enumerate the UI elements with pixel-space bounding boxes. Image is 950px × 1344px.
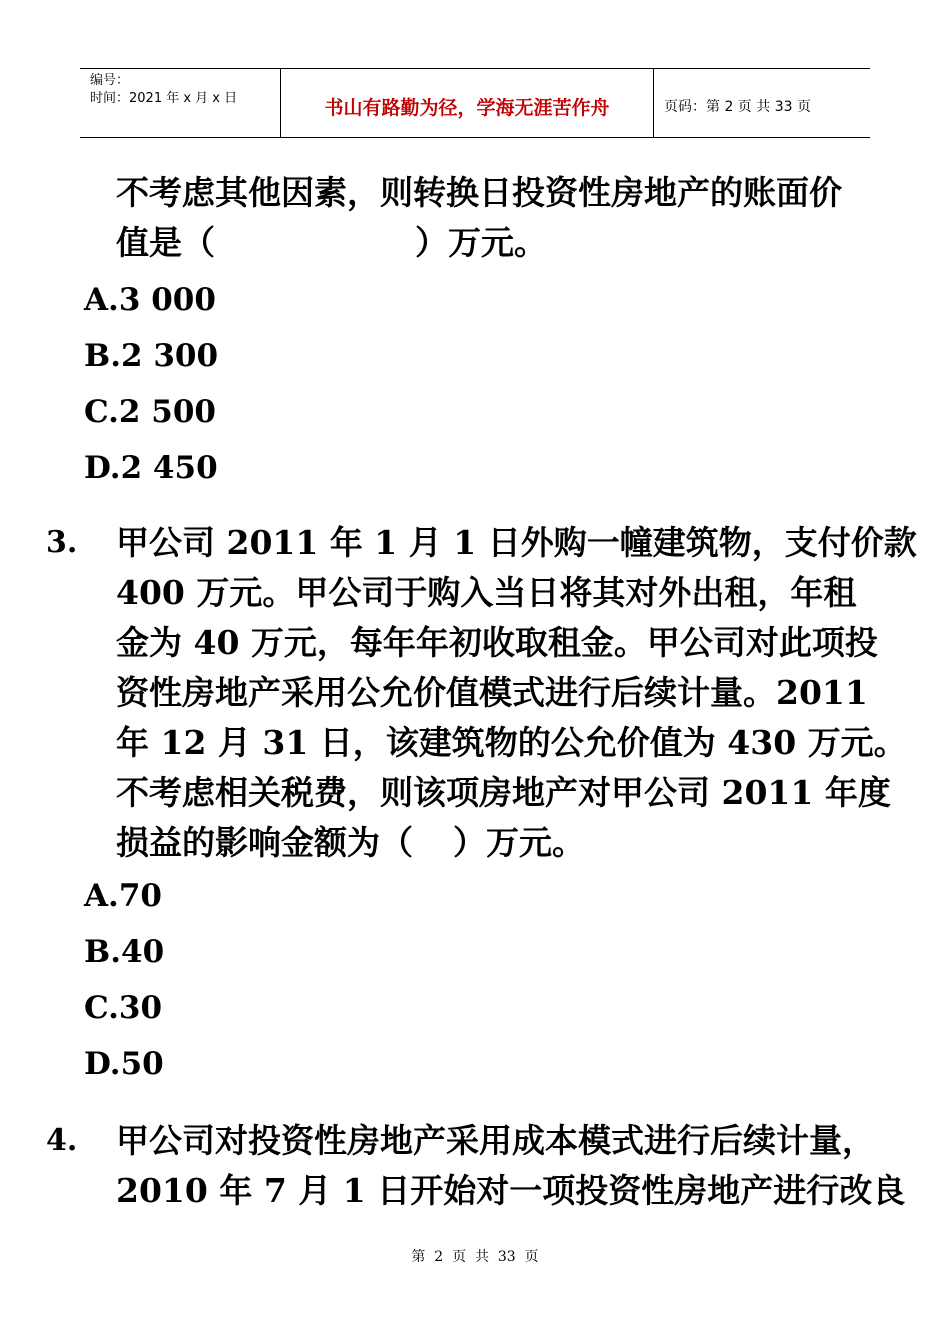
header-meta-cell: [80, 69, 281, 137]
q3-stem-line: 甲公司 2011 年 1 月 1 日外购一幢建筑物，支付价款: [116, 523, 917, 562]
q4-stem-line: 2010 年 7 月 1 日开始对一项投资性房地产进行改良: [116, 1171, 906, 1210]
q4-number: 4.: [46, 1123, 78, 1158]
q3-stem-line-last: [116, 818, 906, 868]
q3-option-b: B.40: [84, 934, 165, 970]
q3-option-c: C.30: [84, 990, 163, 1026]
page-header: [80, 68, 870, 138]
q3-option-a: A.70: [84, 878, 162, 914]
q2-option-a: A.3 000: [84, 282, 216, 318]
q2-stem-line-2-start: 值是（: [116, 223, 215, 262]
q2-option-d: D.2 450: [84, 450, 218, 486]
q3-stem-last-start: 损益的影响金额为（: [116, 823, 413, 862]
q3-stem-last-end: ）万元。: [453, 823, 585, 862]
page-footer: 第 2 页 共 33 页: [411, 1249, 539, 1265]
document-time-label: 时间：2021 年 x 月 x 日: [90, 91, 238, 106]
q3-option-d: D.50: [84, 1046, 164, 1082]
q2-stem-line-2-end: ）万元。: [415, 223, 547, 262]
document-number-label: 编号：: [90, 73, 130, 88]
q3-stem-line: 资性房地产采用公允价值模式进行后续计量。2011: [116, 673, 868, 712]
q2-stem-line-1: 不考虑其他因素，则转换日投资性房地产的账面价: [116, 173, 842, 212]
q3-number: 3.: [46, 525, 78, 560]
q3-stem-line: 400 万元。甲公司于购入当日将其对外出租，年租: [116, 573, 857, 612]
header-page-cell: [654, 69, 870, 137]
q2-option-b: B.2 300: [84, 338, 219, 374]
q3-stem-line: 金为 40 万元，每年年初收取租金。甲公司对此项投: [116, 623, 878, 662]
q3-stem-line: 年 12 月 31 日，该建筑物的公允价值为 430 万元。: [116, 723, 907, 762]
header-page-info: 页码：第 2 页 共 33 页: [664, 99, 811, 115]
q4-stem-line: 甲公司对投资性房地产采用成本模式进行后续计量，: [116, 1121, 875, 1160]
q2-stem-line-2: [116, 218, 906, 268]
header-motto-cell: [281, 69, 654, 137]
q3-stem-line: 不考虑相关税费，则该项房地产对甲公司 2011 年度: [116, 773, 891, 812]
header-motto: 书山有路勤为径，学海无涯苦作舟: [324, 97, 610, 119]
q2-option-c: C.2 500: [84, 394, 216, 430]
